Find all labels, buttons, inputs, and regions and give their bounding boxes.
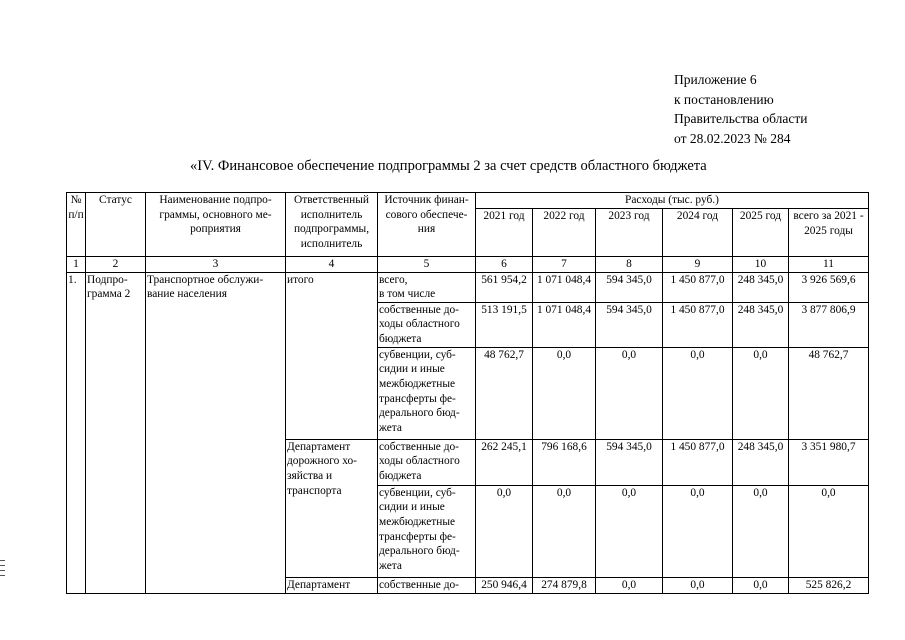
value-total: 3 351 980,7 (789, 439, 869, 485)
executor-dept-road: Департамент дорожного хо-зяйства и транспорта (286, 439, 378, 577)
value-2021: 262 245,1 (476, 439, 533, 485)
section-title: «IV. Финансовое обеспечение подпрограммы 2 за счет средств областного бюджета (190, 158, 707, 174)
source-cell: собственные до-ходы областного бюджета (378, 439, 476, 485)
value-2022: 1 071 048,4 (533, 272, 596, 302)
column-number: 11 (789, 257, 869, 273)
value-2022: 1 071 048,4 (533, 302, 596, 347)
header-executor: Ответственный исполнитель подпрограммы, исполнитель (286, 193, 378, 257)
value-2024: 1 450 877,0 (663, 439, 733, 485)
value-2021: 561 954,2 (476, 272, 533, 302)
appendix-block (674, 70, 807, 148)
value-2023: 0,0 (596, 347, 663, 439)
appendix-line: Приложение 6 (674, 72, 757, 87)
appendix-line: от 28.02.2023 № 284 (674, 130, 791, 146)
value-2022: 274 879,8 (533, 577, 596, 593)
value-2025: 0,0 (733, 485, 789, 577)
value-2021: 513 191,5 (476, 302, 533, 347)
column-number: 6 (476, 257, 533, 273)
row-num: 1. (67, 272, 86, 593)
value-2022: 0,0 (533, 485, 596, 577)
executor-itogo: итого (286, 272, 378, 439)
column-number: 8 (596, 257, 663, 273)
row-name: Транспортное обслужи-вание населения (146, 272, 286, 593)
value-2021: 48 762,7 (476, 347, 533, 439)
header-year-2021: 2021 год (476, 209, 533, 257)
header-expenses: Расходы (тыс. руб.) (476, 193, 869, 209)
column-number: 9 (663, 257, 733, 273)
value-2025: 248 345,0 (733, 302, 789, 347)
column-number: 5 (378, 257, 476, 273)
appendix-line: Правительства области (674, 111, 808, 126)
header-source: Источник финан-сового обеспече-ния (378, 193, 476, 257)
value-2023: 0,0 (596, 577, 663, 593)
value-2023: 594 345,0 (596, 272, 663, 302)
value-2024: 0,0 (663, 485, 733, 577)
value-2022: 796 168,6 (533, 439, 596, 485)
value-total: 525 826,2 (789, 577, 869, 593)
appendix-line: к постановлению (674, 91, 774, 107)
column-number: 1 (67, 257, 86, 273)
value-2025: 0,0 (733, 577, 789, 593)
value-2025: 248 345,0 (733, 439, 789, 485)
column-number: 2 (86, 257, 146, 273)
column-number: 3 (146, 257, 286, 273)
header-year-2025: 2025 год (733, 209, 789, 257)
source-cell: собственные до-ходы областного бюджета (378, 302, 476, 347)
header-year-2023: 2023 год (596, 209, 663, 257)
header-num: № п/п (67, 193, 86, 257)
value-2024: 0,0 (663, 347, 733, 439)
value-total: 0,0 (789, 485, 869, 577)
source-cell: субвенции, суб-сидии и иные межбюджетные трансферты фе-дерального бюд-жета (378, 347, 476, 439)
scan-edge-marks (0, 560, 6, 580)
value-2024: 0,0 (663, 577, 733, 593)
header-year-2022: 2022 год (533, 209, 596, 257)
source-cell: всего, в том числе (378, 272, 476, 302)
value-total: 3 926 569,6 (789, 272, 869, 302)
header-total: всего за 2021 - 2025 годы (789, 209, 869, 257)
financing-table (66, 192, 869, 594)
column-number: 4 (286, 257, 378, 273)
value-2022: 0,0 (533, 347, 596, 439)
column-number: 7 (533, 257, 596, 273)
value-2023: 594 345,0 (596, 439, 663, 485)
header-status: Статус (86, 193, 146, 257)
value-2024: 1 450 877,0 (663, 302, 733, 347)
header-name: Наименование подпро-граммы, основного ме-роприятия (146, 193, 286, 257)
executor-dept-last: Департамент (286, 577, 378, 593)
value-total: 48 762,7 (789, 347, 869, 439)
source-cell: субвенции, суб-сидии и иные межбюджетные трансферты фе-дерального бюд-жета (378, 485, 476, 577)
header-year-2024: 2024 год (663, 209, 733, 257)
value-total: 3 877 806,9 (789, 302, 869, 347)
source-cell: собственные до- (378, 577, 476, 593)
value-2021: 250 946,4 (476, 577, 533, 593)
value-2024: 1 450 877,0 (663, 272, 733, 302)
value-2023: 594 345,0 (596, 302, 663, 347)
value-2023: 0,0 (596, 485, 663, 577)
value-2021: 0,0 (476, 485, 533, 577)
column-number: 10 (733, 257, 789, 273)
value-2025: 248 345,0 (733, 272, 789, 302)
value-2025: 0,0 (733, 347, 789, 439)
row-status: Подпро-грамма 2 (86, 272, 146, 593)
